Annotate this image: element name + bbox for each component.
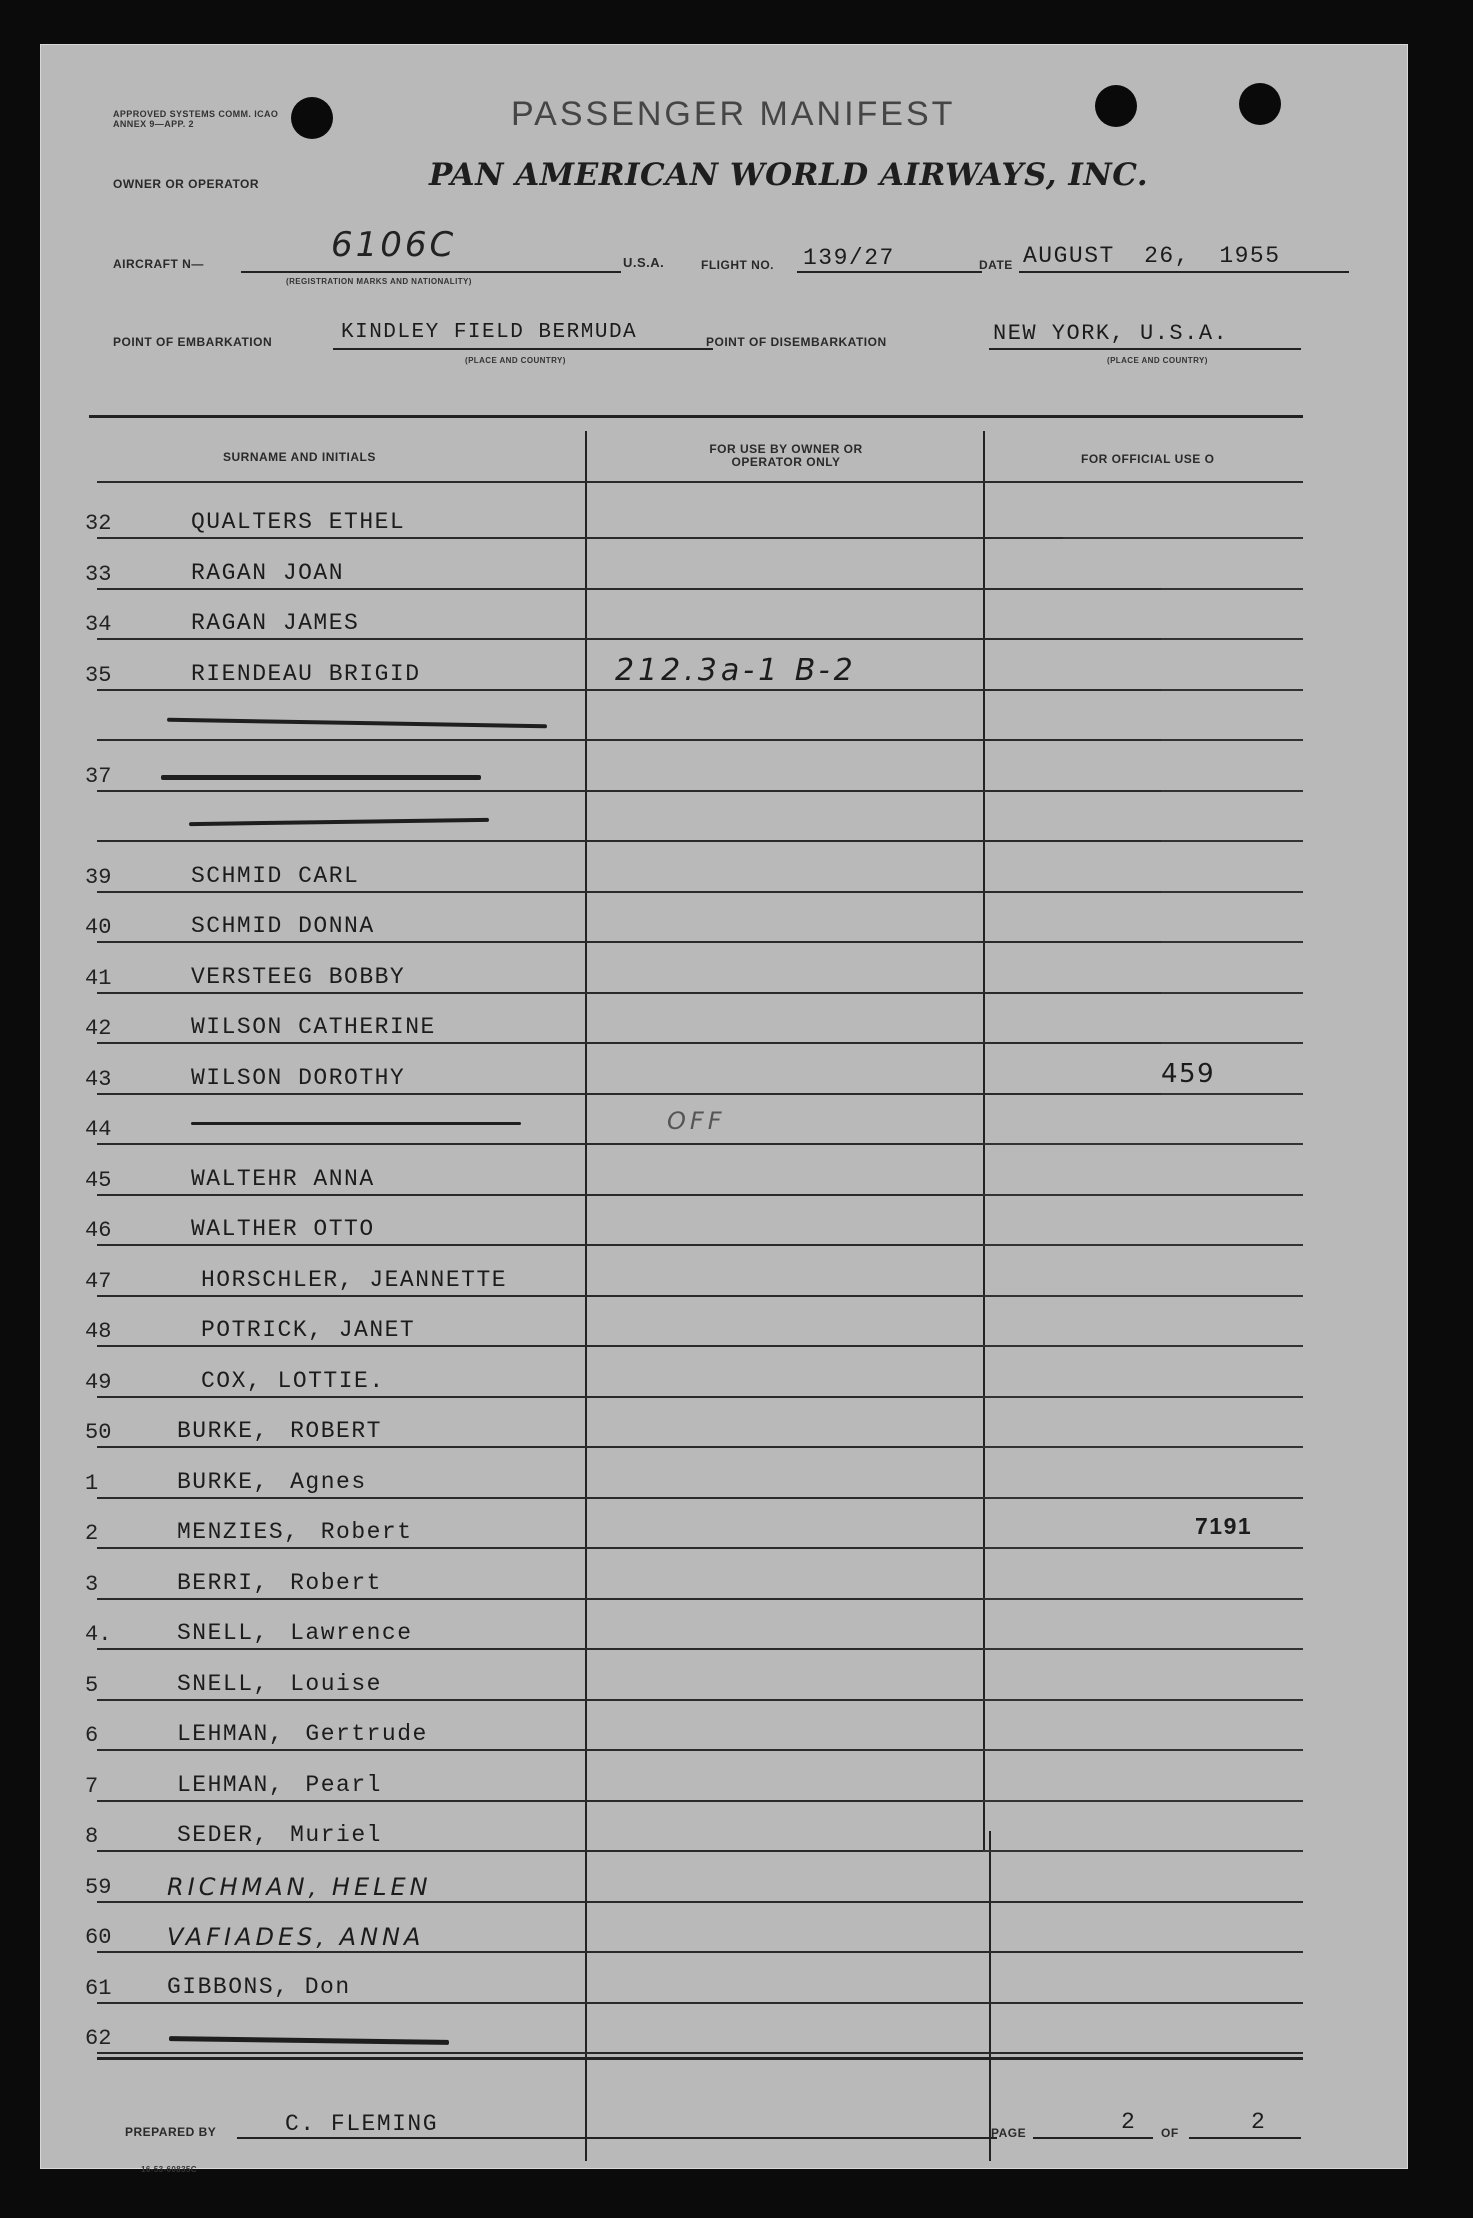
embarkation-value: KINDLEY FIELD BERMUDA — [341, 321, 638, 344]
official-column-line — [1161, 790, 1303, 792]
official-column-line — [983, 1446, 1303, 1448]
official-column-line — [983, 1648, 1303, 1650]
table-row-rule — [97, 1042, 1303, 1044]
passenger-name: LEHMAN, Gertrude — [177, 1721, 428, 1747]
passenger-name: WALTEHR ANNA — [191, 1166, 375, 1192]
column-header-official-use: FOR OFFICIAL USE O — [1081, 452, 1215, 466]
table-row-rule — [97, 992, 1303, 994]
row-number: 39 — [85, 865, 112, 890]
column-divider-2-lower — [989, 1831, 991, 2161]
column-header-surname: SURNAME AND INITIALS — [223, 450, 376, 464]
row-number: 5 — [85, 1673, 99, 1698]
passenger-name: WILSON DOROTHY — [191, 1065, 406, 1091]
official-column-line — [1161, 689, 1303, 691]
official-column-line — [1161, 1093, 1303, 1095]
official-column-line — [983, 1295, 1303, 1297]
official-column-line — [983, 1598, 1303, 1600]
official-column-line — [983, 1547, 1303, 1549]
aircraft-note: (REGISTRATION MARKS AND NATIONALITY) — [286, 277, 472, 286]
table-row-rule — [97, 739, 1303, 741]
table-row-rule — [97, 1951, 1303, 1953]
column-header-owner-use: FOR USE BY OWNER OR OPERATOR ONLY — [709, 442, 863, 469]
passenger-name: RICHMAN, HELEN — [167, 1873, 432, 1901]
passenger-name: WILSON CATHERINE — [191, 1014, 436, 1040]
manifest-page — [40, 44, 1408, 2174]
passenger-name: SCHMID CARL — [191, 863, 360, 889]
row-number: 48 — [85, 1319, 112, 1344]
row-number: 3 — [85, 1572, 99, 1597]
row-number: 7 — [85, 1774, 99, 1799]
official-column-line — [983, 1800, 1303, 1802]
row-number: 41 — [85, 966, 112, 991]
table-row-rule — [97, 1093, 1303, 1095]
official-column-line — [983, 1194, 1303, 1196]
strikeout-mark — [169, 2036, 449, 2045]
passenger-name: RAGAN JAMES — [191, 610, 360, 636]
passenger-name: VAFIADES, ANNA — [167, 1923, 425, 1951]
embarkation-underline — [333, 348, 713, 350]
official-use-entry: 459 — [1161, 1059, 1216, 1089]
row-number: 4. — [85, 1622, 112, 1647]
row-number: 40 — [85, 915, 112, 940]
passenger-name: MENZIES, Robert — [177, 1519, 413, 1545]
disembarkation-note: (PLACE AND COUNTRY) — [1107, 356, 1208, 365]
page-number: 2 — [1121, 2109, 1137, 2135]
aircraft-label: AIRCRAFT N— — [113, 257, 204, 271]
row-number: 47 — [85, 1269, 112, 1294]
punch-hole — [1239, 83, 1281, 125]
punch-hole — [1095, 85, 1137, 127]
disembarkation-underline — [989, 348, 1301, 350]
passenger-name: BERRI, Robert — [177, 1570, 382, 1596]
table-row-rule — [97, 2052, 1303, 2054]
official-column-line — [983, 1699, 1303, 1701]
official-column-line — [983, 1749, 1303, 1751]
strikeout-mark — [191, 1122, 521, 1125]
passenger-name: LEHMAN, Pearl — [177, 1772, 382, 1798]
passenger-name: SNELL, Louise — [177, 1671, 382, 1697]
official-column-line — [1161, 588, 1303, 590]
row-number: 32 — [85, 511, 112, 536]
strikeout-mark — [161, 775, 481, 780]
strikeout-mark — [167, 718, 547, 729]
row-number: 6 — [85, 1723, 99, 1748]
official-column-line — [1161, 638, 1303, 640]
passenger-name: SCHMID DONNA — [191, 913, 375, 939]
official-column-line — [1161, 739, 1303, 741]
punch-hole — [291, 97, 333, 139]
table-row-rule — [97, 2002, 1303, 2004]
owner-label: OWNER OR OPERATOR — [113, 177, 260, 191]
flight-number: 139/27 — [803, 245, 895, 271]
row-number: 60 — [85, 1925, 112, 1950]
official-column-line — [1161, 1042, 1303, 1044]
row-number: 33 — [85, 562, 112, 587]
column-divider-2 — [983, 431, 985, 1851]
table-row-rule — [97, 638, 1303, 640]
passenger-name: POTRICK, JANET — [201, 1317, 416, 1343]
of-label: OF — [1161, 2126, 1179, 2140]
row-number: 42 — [85, 1016, 112, 1041]
disembarkation-label: POINT OF DISEMBARKATION — [706, 335, 887, 349]
passenger-name: GIBBONS, Don — [167, 1974, 351, 2000]
passenger-name: WALTHER OTTO — [191, 1216, 375, 1242]
row-number: 45 — [85, 1168, 112, 1193]
row-number: 61 — [85, 1976, 112, 2001]
row-number: 1 — [85, 1471, 99, 1496]
disembarkation-value: NEW YORK, U.S.A. — [993, 321, 1229, 346]
official-column-line — [983, 1497, 1303, 1499]
official-column-line — [983, 1143, 1303, 1145]
row-number: 35 — [85, 663, 112, 688]
date-value: AUGUST 26, 1955 — [1023, 243, 1281, 269]
row-number: 44 — [85, 1117, 112, 1142]
row-number: 8 — [85, 1824, 99, 1849]
passenger-name: SEDER, Muriel — [177, 1822, 382, 1848]
official-column-line — [1161, 840, 1303, 842]
official-column-line — [1063, 537, 1303, 539]
row-number: 62 — [85, 2026, 112, 2051]
table-row-rule — [97, 1901, 1303, 1903]
passenger-name: RAGAN JOAN — [191, 560, 345, 586]
row-number: 50 — [85, 1420, 112, 1445]
approval-stamp: APPROVED SYSTEMS COMM. ICAO ANNEX 9—APP. 2 — [113, 109, 279, 129]
table-row-rule — [97, 790, 1303, 792]
official-use-entry: 7191 — [1195, 1513, 1253, 1539]
row-number: 49 — [85, 1370, 112, 1395]
usa-label: U.S.A. — [623, 255, 665, 270]
official-column-line — [983, 1345, 1303, 1347]
prepared-by-value: C. FLEMING — [285, 2111, 439, 2137]
row-number: 43 — [85, 1067, 112, 1092]
row-number: 34 — [85, 612, 112, 637]
table-row-rule — [97, 941, 1303, 943]
header-bottom-rule — [97, 481, 1303, 483]
row-number: 2 — [85, 1521, 99, 1546]
form-number: 16-53-60835C — [141, 2165, 197, 2174]
passenger-name: HORSCHLER, JEANNETTE — [201, 1267, 508, 1293]
official-column-line — [983, 1244, 1303, 1246]
passenger-name: BURKE, Agnes — [177, 1469, 367, 1495]
passenger-name: QUALTERS ETHEL — [191, 509, 406, 535]
official-column-line — [1161, 941, 1303, 943]
page-underline — [1033, 2137, 1153, 2139]
table-top-rule — [89, 415, 1303, 418]
table-row-rule — [97, 689, 1303, 691]
prepared-by-label: PREPARED BY — [125, 2125, 217, 2139]
prepared-by-underline — [237, 2137, 997, 2139]
row-number: 46 — [85, 1218, 112, 1243]
flight-underline — [797, 271, 982, 273]
embarkation-label: POINT OF EMBARKATION — [113, 335, 273, 349]
row-number: 37 — [85, 764, 112, 789]
table-row-rule — [97, 588, 1303, 590]
owner-use-entry: 212.3a-1 B-2 — [615, 653, 857, 688]
official-column-line — [1161, 992, 1303, 994]
form-title: PASSENGER MANIFEST — [511, 95, 956, 133]
table-bottom-rule — [97, 2057, 1303, 2060]
official-column-line — [1161, 891, 1303, 893]
table-row-rule — [97, 840, 1303, 842]
table-row-rule — [97, 891, 1303, 893]
passenger-name: BURKE, ROBERT — [177, 1418, 382, 1444]
of-underline — [1189, 2137, 1301, 2139]
passenger-name: VERSTEEG BOBBY — [191, 964, 406, 990]
page-total: 2 — [1251, 2109, 1267, 2135]
page-label: PAGE — [991, 2126, 1027, 2140]
operator-name: PAN AMERICAN WORLD AIRWAYS, INC. — [429, 157, 1149, 193]
strikeout-mark — [189, 818, 489, 826]
passenger-name: RIENDEAU BRIGID — [191, 661, 421, 687]
embarkation-note: (PLACE AND COUNTRY) — [465, 356, 566, 365]
row-number: 59 — [85, 1875, 112, 1900]
aircraft-number: 6106C — [331, 225, 457, 265]
passenger-name: COX, LOTTIE. — [201, 1368, 385, 1394]
date-underline — [1019, 271, 1349, 273]
date-label: DATE — [979, 258, 1013, 272]
flight-label: FLIGHT NO. — [701, 258, 774, 272]
official-column-line — [983, 1396, 1303, 1398]
owner-use-entry: OFF — [667, 1107, 726, 1135]
passenger-name: SNELL, Lawrence — [177, 1620, 413, 1646]
aircraft-underline — [241, 271, 621, 273]
official-column-line — [983, 1850, 1303, 1852]
